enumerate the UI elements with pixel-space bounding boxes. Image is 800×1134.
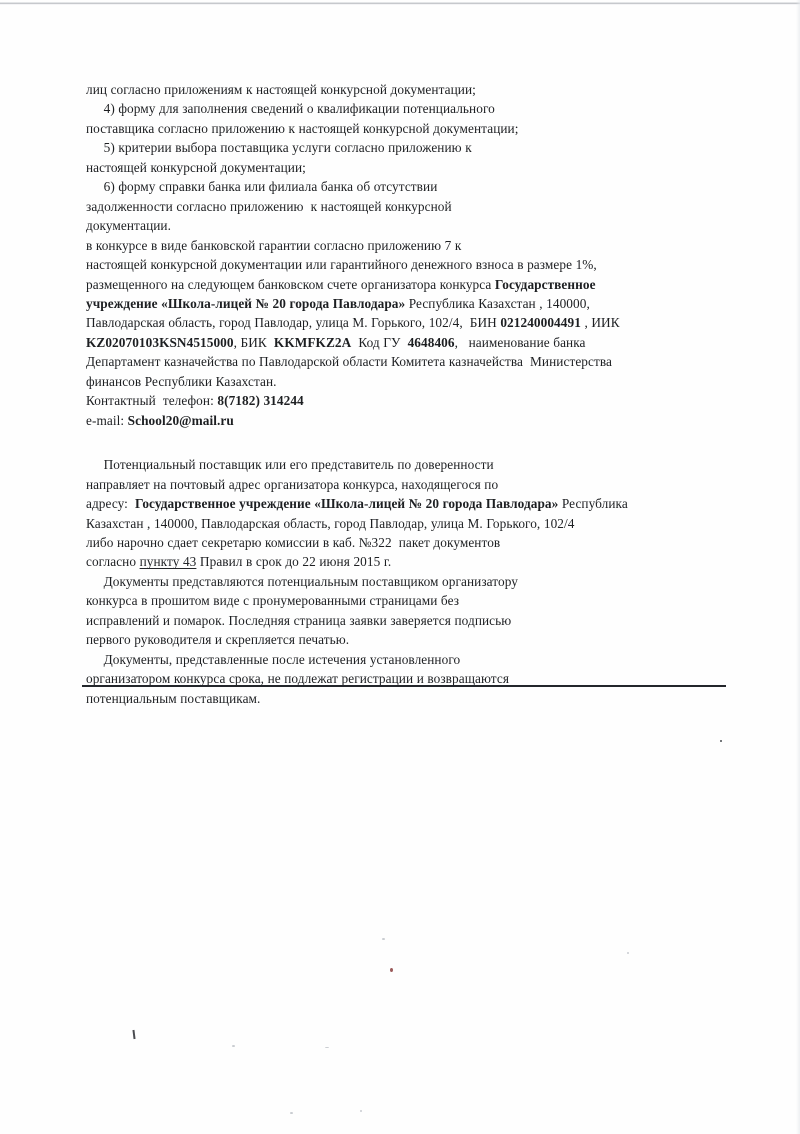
gu-code-label: Код ГУ	[358, 334, 401, 350]
text-line-bank-name-1: Департамент казначейства по Павлодарской области Комитета казначейства Министерства	[86, 354, 612, 370]
section-divider-rule	[82, 685, 726, 687]
organizer-name-bold-part2: учреждение «Школа-лицей № 20 города Павлодара»	[86, 295, 406, 311]
bik-value: KKMFKZ2A	[273, 334, 352, 350]
account-prefix-text: размещенного на следующем банковском счете организатора конкурса	[86, 276, 495, 292]
text-line: Документы представляются потенциальным поставщиком организатору	[86, 573, 518, 589]
text-line-address	[86, 494, 732, 513]
scan-speckle	[390, 968, 393, 972]
scan-ink-mark	[132, 1030, 135, 1039]
organizer-address-bold: Государственное учреждение «Школа-лицей № 20 города Павлодара»	[134, 496, 559, 512]
paragraph-spacer	[86, 430, 732, 455]
scan-speckle	[290, 1112, 293, 1114]
deadline-suffix: Правил в срок до 22 июня 2015 г.	[196, 554, 392, 570]
document-text-body	[86, 80, 732, 708]
scan-speckle	[325, 1047, 329, 1048]
deadline-prefix: согласно	[86, 554, 140, 570]
iik-separator-text: , ИИК	[580, 315, 620, 331]
iik-value: KZ02070103KSN4515000	[86, 334, 234, 350]
scan-speckle	[627, 952, 629, 954]
text-line-iik-bik-gu	[86, 333, 732, 352]
bank-name-label: , наименование банка	[454, 334, 586, 350]
gu-code-value: 4648406	[407, 334, 455, 350]
text-line: поставщика согласно приложению к настоящей конкурсной документации;	[86, 120, 519, 136]
scan-top-edge-artifact	[0, 2, 800, 5]
text-line: Потенциальный поставщик или его представитель по доверенности	[86, 457, 494, 473]
text-line: 5) критерии выбора поставщика услуги согласно приложению к	[86, 140, 472, 156]
paragraph-document-requirements	[86, 572, 732, 650]
scan-speckle	[720, 740, 722, 742]
text-line-phone	[86, 391, 732, 410]
paragraph-enumerated-items	[86, 80, 732, 236]
text-line: 6) форму справки банка или филиала банка об отсутствии	[86, 179, 438, 195]
spacer	[401, 335, 408, 350]
scan-right-edge-artifact	[796, 0, 800, 1134]
text-line-office: либо нарочно сдает секретарю комиссии в каб. №322 пакет документов	[86, 534, 501, 550]
paragraph-bank-requisites	[86, 236, 732, 431]
text-line: первого руководителя и скрепляется печатью.	[86, 632, 350, 648]
scan-speckle	[360, 1110, 362, 1112]
text-line: 4) форму для заполнения сведений о квалификации потенциального	[86, 101, 495, 117]
text-line: направляет на почтовый адрес организатора конкурса, находящегося по	[86, 476, 499, 492]
address-text: Павлодарская область, город Павлодар, улица М. Горького, 102/4, БИН	[86, 315, 501, 331]
text-line-email	[86, 411, 732, 430]
rule-clause-link[interactable]: пункту 43	[139, 554, 197, 570]
scan-speckle	[232, 1045, 235, 1047]
bik-label: ,	[233, 334, 241, 350]
email-label: e-mail:	[86, 412, 128, 428]
address-prefix: адресу:	[86, 496, 135, 512]
organizer-name-bold-part1: Государственное	[494, 276, 596, 292]
text-line: конкурса в прошитом виде с пронумерованными страницами без	[86, 593, 460, 609]
text-line: организатором конкурса срока, не подлежат регистрации и возвращаются	[86, 671, 509, 687]
organizer-country-text: Республика Казахстан , 140000,	[405, 295, 590, 311]
text-line: настоящей конкурсной документации;	[86, 159, 306, 175]
paragraph-late-submission	[86, 650, 732, 708]
bin-value: 021240004491	[500, 315, 581, 331]
phone-label: Контактный телефон:	[86, 393, 218, 409]
text-line-bank-name-2: финансов Республики Казахстан.	[86, 373, 277, 389]
text-line: Документы, представленные после истечения установленного	[86, 651, 461, 667]
text-line: задолженности согласно приложению к настоящей конкурсной	[86, 198, 452, 214]
text-line: лиц согласно приложениям к настоящей конкурсной документации;	[86, 82, 476, 97]
text-line-address-and-bin	[86, 313, 732, 332]
text-line: документации.	[86, 218, 172, 234]
bik-label-text: БИК	[240, 334, 267, 350]
text-line-deposit-amount: настоящей конкурсной документации или гарантийного денежного взноса в размере 1%,	[86, 257, 597, 273]
text-line-guarantee: в конкурсе в виде банковской гарантии согласно приложению 7 к	[86, 237, 462, 253]
text-line: потенциальным поставщикам.	[86, 690, 261, 706]
text-line: исправлений и помарок. Последняя страница заявки заверяется подписью	[86, 612, 512, 628]
email-value: School20@mail.ru	[127, 412, 234, 428]
spacer	[267, 335, 274, 350]
text-line-organizer-account	[86, 275, 732, 294]
text-line: Казахстан , 140000, Павлодарская область, город Павлодар, улица М. Горького, 102/4	[86, 515, 575, 531]
text-line-organizer-name	[86, 294, 732, 313]
text-line-deadline	[86, 552, 732, 571]
scan-speckle	[382, 938, 385, 940]
address-country-tail: Республика	[558, 496, 628, 512]
phone-value: 8(7182) 314244	[217, 393, 304, 409]
paragraph-submission-address	[86, 455, 732, 572]
